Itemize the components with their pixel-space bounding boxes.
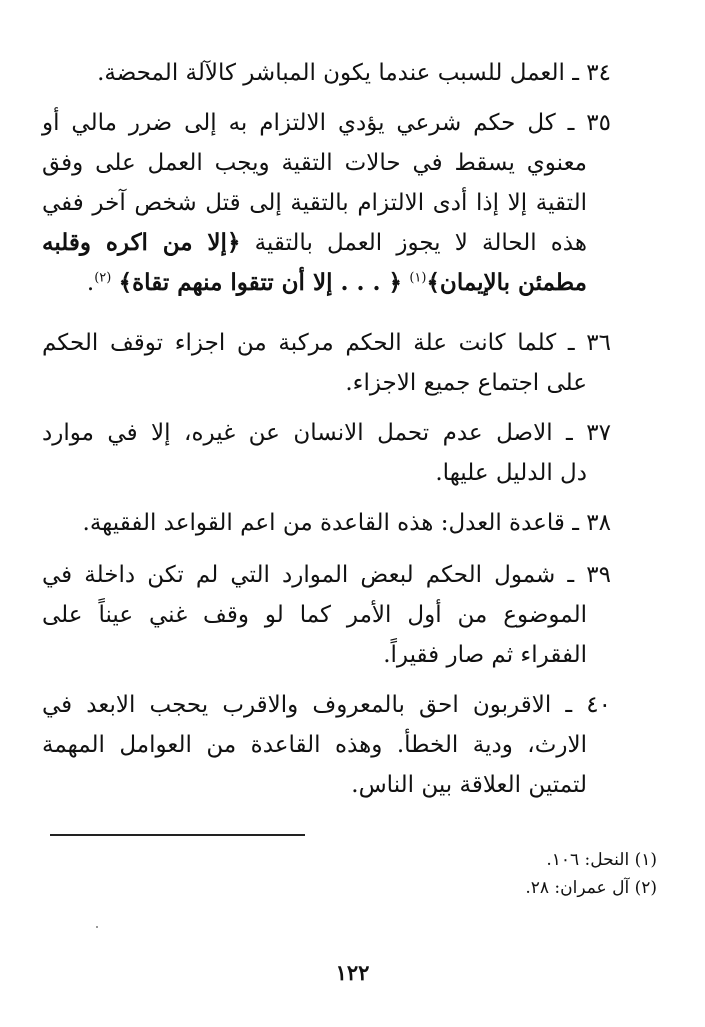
item-39-line-2: الموضوع من أول الأمر كما لو وقف غني عيناً على [42,602,587,628]
item-40 [42,685,611,805]
item-34 [42,53,611,93]
item-35-line-4: هذه الحالة لا يجوز العمل بالتقية ﴿إلا من اكره وقلبه [42,229,587,256]
item-35-line-2: معنوي يسقط في حالات التقية ويجب العمل على وفق [42,150,587,176]
item-35-line-3: التقية إلا إذا أدى الالتزام بالتقية إلى قتل شخص آخر ففي [42,190,587,216]
item-39-line-3: الفقراء ثم صار فقيراً. [383,642,587,668]
item-40-number: ٤٠ [586,692,611,718]
footnote-divider [50,834,305,836]
item-35-line-1: ٣٥ ـ كل حكم شرعي يؤدي الالتزام به إلى ضرر مالي أو [42,110,612,136]
footnote-1: (١) النحل: ١٠٦. [546,850,657,870]
quran-quote-2: ﴿ . . . إلا أن تتقوا منهم تقاة﴾ [118,269,402,296]
footnote-ref-2: (٢) [94,270,112,286]
item-38-line-1: ٣٨ ـ قاعدة العدل: هذه القاعدة من اعم القواعد الفقيهة. [82,510,611,536]
page-number: ١٢٢ [335,960,370,985]
item-34-number: ٣٤ [586,60,611,86]
footnotes [37,846,657,902]
item-34-line-1: ٣٤ ـ العمل للسبب عندما يكون المباشر كالآلة المحضة. [97,60,611,86]
item-35-number: ٣٥ [586,110,612,136]
item-38-number: ٣٨ [586,510,611,536]
footnote-ref-1: (١) [409,270,427,286]
item-37 [42,413,612,493]
item-36-number: ٣٦ [586,330,611,356]
item-37-line-1: ٣٧ ـ الاصل عدم تحمل الانسان عن غيره، إلا في موارد [42,420,612,446]
item-38 [42,503,611,543]
item-37-number: ٣٧ [586,420,612,446]
item-39 [42,555,611,675]
item-36-line-1: ٣٦ ـ كلما كانت علة الحكم مركبة من اجزاء توقف الحكم [42,330,611,356]
item-35-line-5: مطمئن بالإيمان﴾$^{(١)}$ ﴿ . . . إلا أن تتقوا منهم تقاة﴾ $^{(٢)}$. [86,269,587,296]
item-40-line-1: ٤٠ ـ الاقربون احق بالمعروف والاقرب يحجب الابعد في [42,692,611,718]
footnote-2: (٢) آل عمران: ٢٨. [525,878,657,898]
item-40-line-2: الارث، ودية الخطأ. وهذه القاعدة من العوامل المهمة [42,732,587,758]
item-40-line-3: لتمتين العلاقة بين الناس. [351,772,587,798]
item-37-line-2: دل الدليل عليها. [435,460,587,486]
item-39-line-1: ٣٩ ـ شمول الحكم لبعض الموارد التي لم تكن داخلة في [42,562,611,588]
item-36-line-2: على اجتماع جميع الاجزاء. [345,370,587,396]
scan-speck [96,926,98,928]
quran-quote-1-end: مطمئن بالإيمان﴾ [426,269,587,296]
item-36 [42,323,611,403]
quran-quote-1: ﴿إلا من اكره وقلبه [42,229,241,256]
item-39-number: ٣٩ [586,562,611,588]
item-35 [42,103,612,303]
